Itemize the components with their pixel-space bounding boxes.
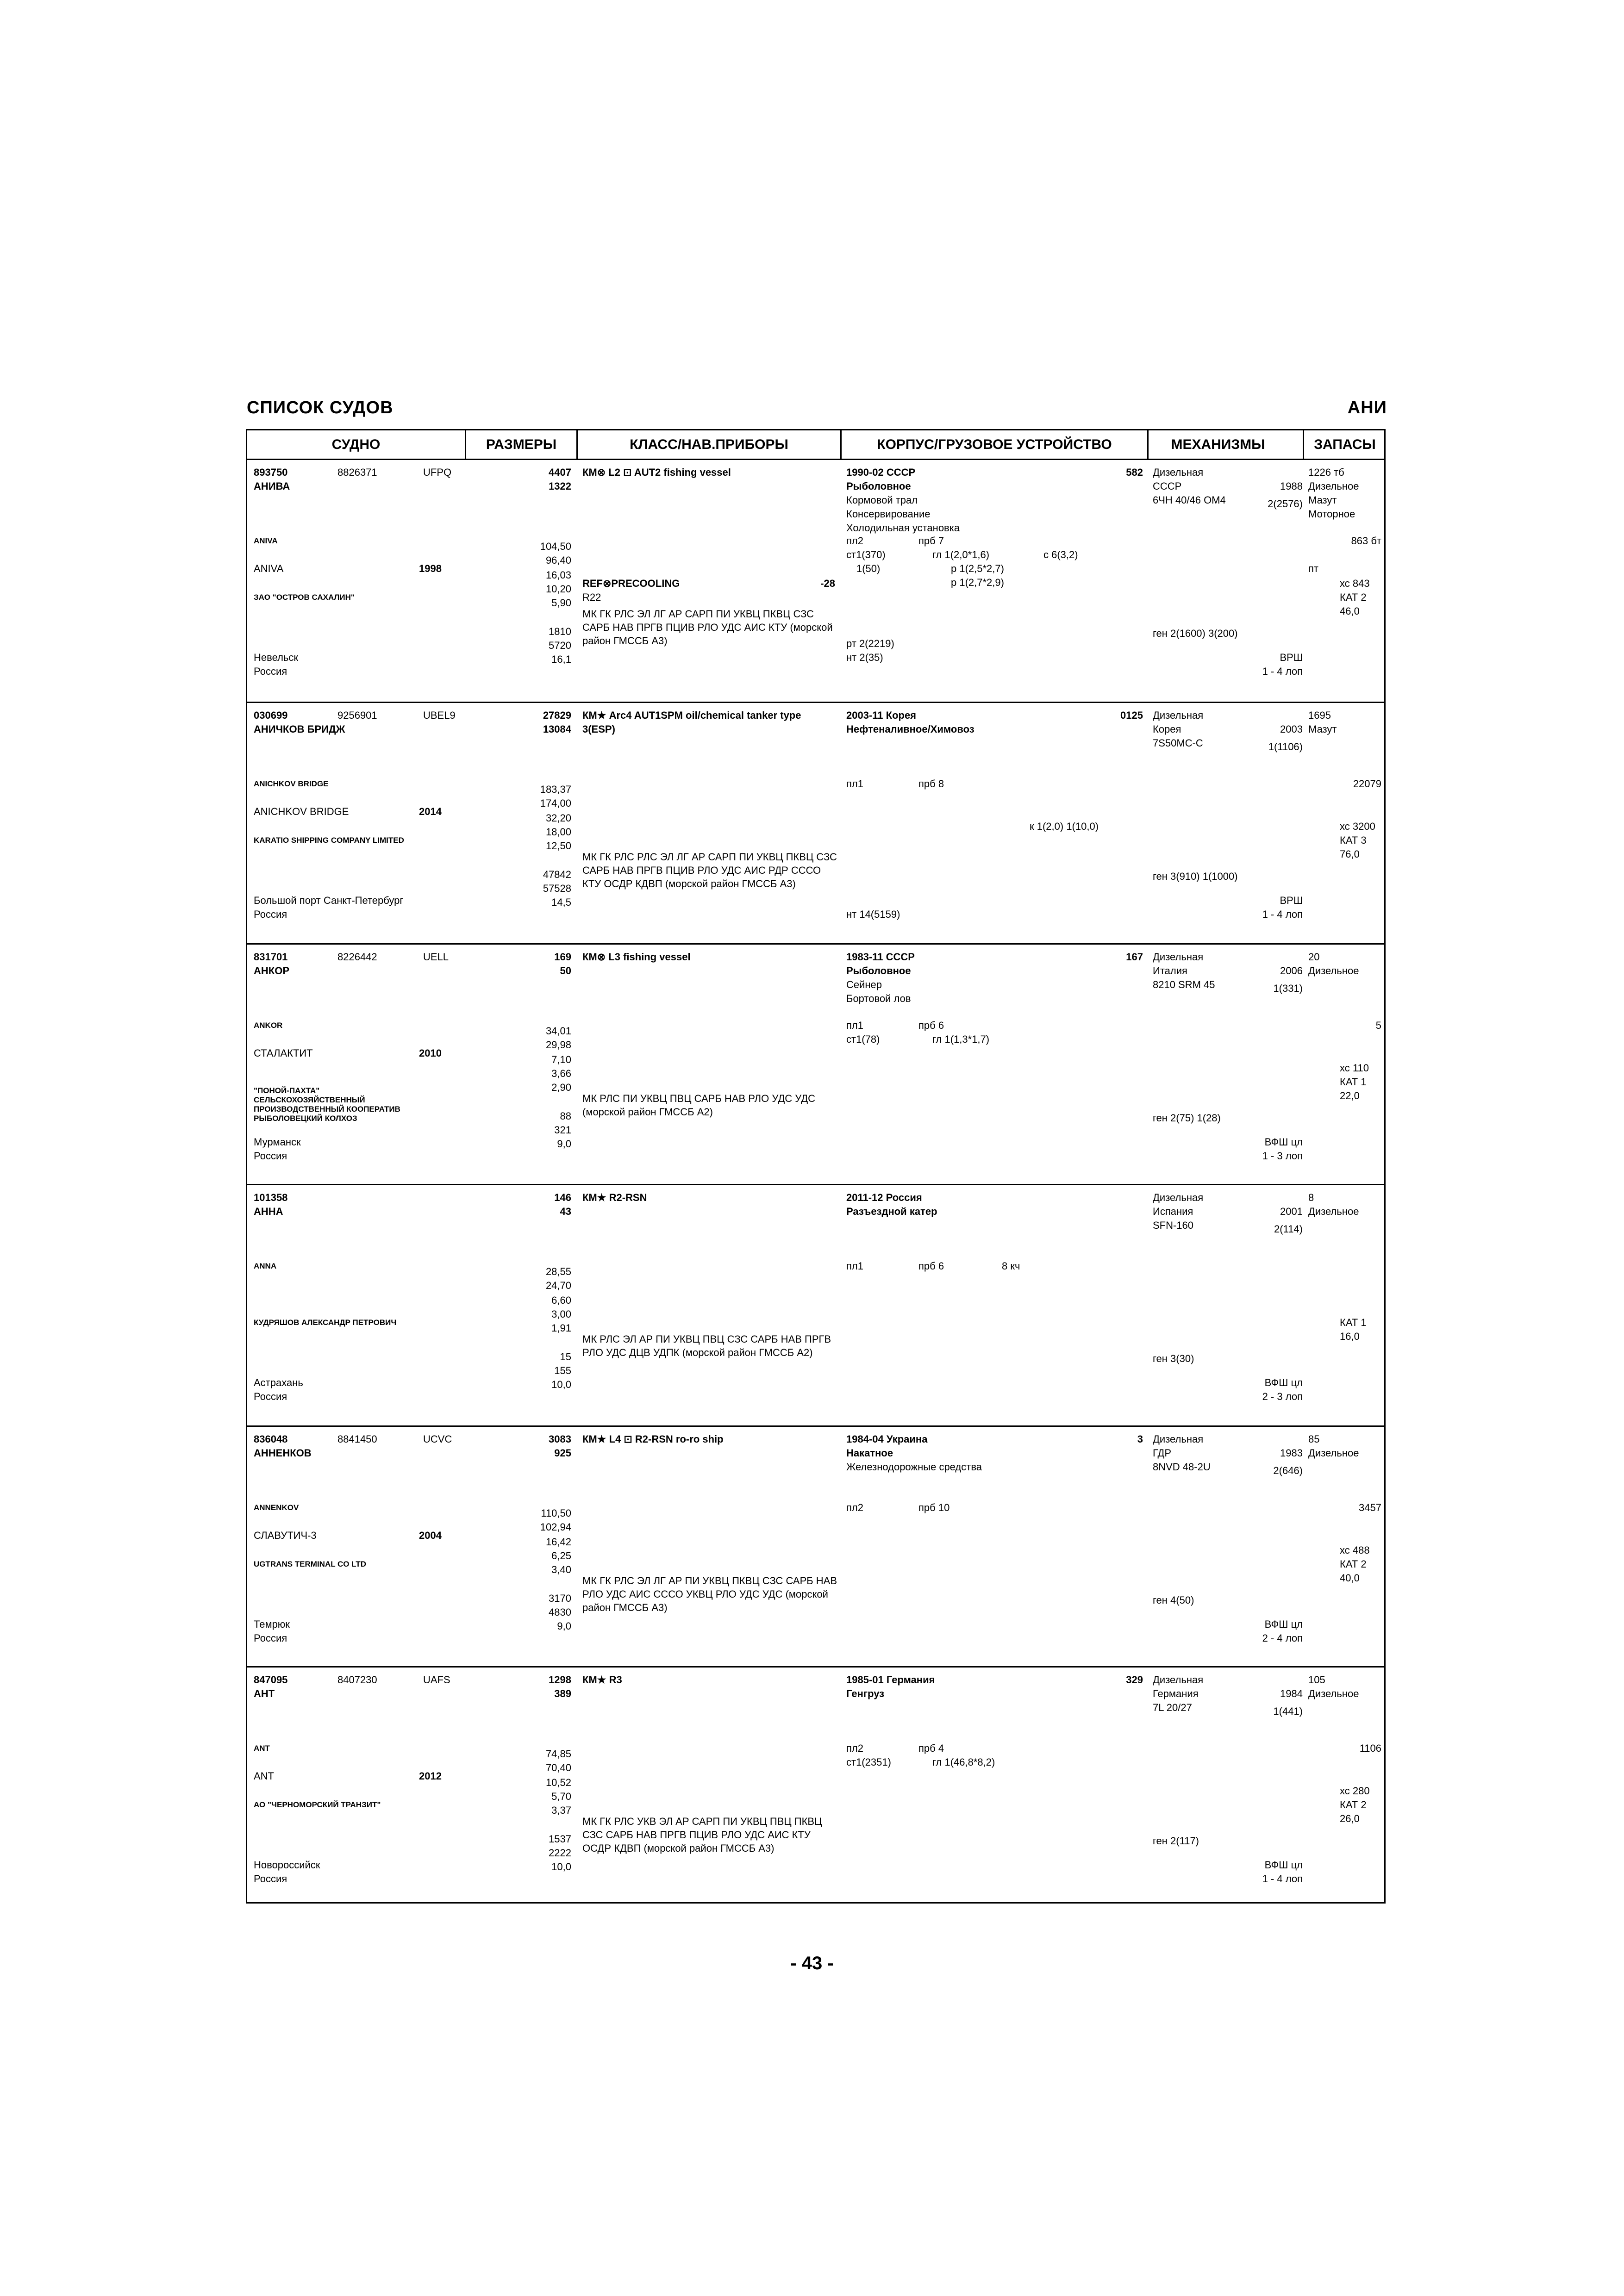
- vessel-entry: [247, 1184, 1384, 1426]
- supply-item: 1695: [1308, 709, 1331, 721]
- dimension-value: 6,60: [551, 1294, 571, 1306]
- dimension-value: 29,98: [545, 1039, 571, 1051]
- column-header-dimensions: РАЗМЕРЫ: [486, 437, 557, 452]
- vessel-entry: [247, 943, 1384, 1185]
- dimension-value: 16,1: [551, 653, 571, 665]
- dimension-value: 10,20: [545, 583, 571, 595]
- owner: ЗАО "ОСТРОВ САХАЛИН": [254, 593, 355, 602]
- engine-country: Италия: [1153, 965, 1187, 977]
- engine-model: 8NVD 48-2U: [1153, 1461, 1211, 1473]
- engine-model: 6ЧН 40/46 ОМ4: [1153, 494, 1226, 506]
- hull-bulkheads: прб 6: [918, 1260, 944, 1272]
- engine-type: Дизельная: [1153, 467, 1204, 478]
- column-header-row: [247, 430, 1384, 460]
- class-notation: КМ⊗ L3 fishing vessel: [582, 951, 691, 963]
- nav-equipment: МК ГК РЛС УКВ ЭЛ АР САРП ПИ УКВЦ ПВЦ ПКВЦ СЗС САРБ НАВ ПРГВ ПЦИВ РЛО УДС АИС КТУ ОСДР КДВП (морской район ГМССБ А3): [582, 1816, 822, 1854]
- page-title: СПИСОК СУДОВ: [247, 398, 394, 417]
- supply-item: 8: [1308, 1192, 1314, 1203]
- former-name-year: 2014: [419, 806, 442, 817]
- supply-item: 85: [1308, 1433, 1320, 1445]
- engine-year: 2001: [1280, 1206, 1303, 1217]
- nav-equipment: МК ГК РЛС ЭЛ ЛГ АР САРП ПИ УКВЦ ПКВЦ СЗС САРБ НАВ ПРГВ ПЦИВ РЛО УДС АИС КТУ (морской район ГМССБ А3): [582, 608, 833, 647]
- vessel-entry: [247, 460, 1384, 701]
- supply-category: 76,0: [1340, 848, 1360, 860]
- hull-build-number: 329: [1126, 1674, 1143, 1686]
- hull-decks: пл2: [846, 1742, 863, 1754]
- supply-category: хс 280: [1340, 1785, 1370, 1797]
- hull-build-number: 0125: [1120, 709, 1143, 721]
- hull-decks: пл1: [846, 1260, 863, 1272]
- dimension-value: 1,91: [551, 1322, 571, 1334]
- generators: ген 4(50): [1153, 1594, 1194, 1606]
- dimension-value: 10,52: [545, 1777, 571, 1788]
- hull-bulkheads: прб 8: [918, 778, 944, 790]
- dimension-value: 27829: [543, 709, 571, 721]
- dimension-value: 5,90: [551, 597, 571, 609]
- propeller-blades: 2 - 4 лоп: [1262, 1632, 1303, 1644]
- dimension-value: 925: [554, 1447, 571, 1459]
- hull-build-info: 2003-11 Корея: [846, 709, 917, 721]
- dimension-value: 47842: [543, 869, 571, 880]
- hull-feature: Консервирование: [846, 508, 931, 520]
- supply-item: Дизельное: [1308, 480, 1359, 492]
- propeller: ВРШ: [1280, 895, 1303, 906]
- vessel-name-latin: ANNA: [254, 1262, 277, 1270]
- vessel-name-latin: ANIVA: [254, 536, 278, 545]
- hull-feature: Холодильная установка: [846, 522, 960, 534]
- supply-category: КАТ 3: [1340, 834, 1367, 846]
- dimension-value: 1537: [549, 1833, 571, 1845]
- hull-feature: Кормовой трал: [846, 494, 918, 506]
- dimension-value: 146: [554, 1192, 571, 1203]
- class-notation: КМ★ Arc4 AUT1SPM oil/chemical tanker type 3(ESP): [582, 709, 801, 735]
- former-name-year: 1998: [419, 563, 442, 574]
- engine-power: 2(2576): [1268, 498, 1303, 510]
- former-name: ANT: [254, 1770, 274, 1782]
- engine-type: Дизельная: [1153, 1433, 1204, 1445]
- engine-power: 2(114): [1274, 1223, 1303, 1235]
- vessel-name: АНИЧКОВ БРИДЖ: [254, 723, 345, 735]
- vessel-name: АННА: [254, 1206, 283, 1217]
- vessel-entry: [247, 1425, 1384, 1668]
- dimension-value: 1810: [549, 626, 571, 637]
- dimension-value: 7,10: [551, 1054, 571, 1065]
- dimension-value: 9,0: [557, 1138, 571, 1150]
- ship-registry-table: [246, 429, 1386, 1904]
- nav-equipment: МК РЛС ПИ УКВЦ ПВЦ САРБ НАВ РЛО УДС УДС (морской район ГМССБ А2): [582, 1093, 816, 1118]
- registry-number: 847095: [254, 1674, 288, 1686]
- dimension-value: 6,25: [551, 1550, 571, 1562]
- call-sign: UELL: [423, 951, 449, 963]
- hull-build-number: 3: [1137, 1433, 1143, 1445]
- owner: КУДРЯШОВ АЛЕКСАНДР ПЕТРОВИЧ: [254, 1318, 397, 1327]
- registry-number: 030699: [254, 709, 288, 721]
- page-section-letters: АНИ: [1347, 398, 1387, 417]
- dimension-value: 32,20: [545, 812, 571, 824]
- dimension-value: 3,40: [551, 1564, 571, 1575]
- dimension-value: 70,40: [545, 1762, 571, 1773]
- propeller: ВФШ цл: [1264, 1859, 1303, 1871]
- supply-volume: 863 бт: [1351, 535, 1381, 547]
- dimension-value: 102,94: [540, 1521, 571, 1533]
- supply-category: хс 110: [1340, 1062, 1369, 1074]
- former-name-year: 2004: [419, 1530, 442, 1541]
- dimension-value: 28,55: [545, 1266, 571, 1277]
- supply-item: Мазут: [1308, 723, 1337, 735]
- hull-build-info: 1990-02 СССР: [846, 467, 916, 478]
- column-header-supplies: ЗАПАСЫ: [1314, 437, 1376, 452]
- hull-decks: пл1: [846, 1020, 863, 1031]
- registry-number: 831701: [254, 951, 288, 963]
- imo-number: 9256901: [337, 709, 377, 721]
- hull-build-number: 167: [1126, 951, 1143, 963]
- dimension-value: 16,42: [545, 1536, 571, 1548]
- supply-category: КАТ 2: [1340, 591, 1367, 603]
- dimension-value: 57528: [543, 883, 571, 894]
- vessel-entry: [247, 702, 1384, 944]
- propeller-blades: 1 - 3 лоп: [1262, 1150, 1303, 1162]
- class-notation: КМ★ L4 ⊡ R2-RSN ro-ro ship: [582, 1433, 724, 1445]
- engine-model: 7S50MC-C: [1153, 737, 1203, 749]
- class-notation: КМ⊗ L2 ⊡ AUT2 fishing vessel: [582, 467, 731, 478]
- dimension-value: 34,01: [545, 1025, 571, 1037]
- engine-country: Германия: [1153, 1688, 1199, 1699]
- port-of-registry: Новороссийск: [254, 1859, 320, 1871]
- hull-hatch-row: с 6(3,2): [1043, 549, 1078, 560]
- engine-model: 7L 20/27: [1153, 1702, 1192, 1713]
- vessel-entry: [247, 1666, 1384, 1908]
- dimension-value: 18,00: [545, 826, 571, 838]
- dimension-value: 3,66: [551, 1068, 571, 1079]
- engine-year: 1984: [1280, 1688, 1303, 1699]
- propeller: ВРШ: [1280, 652, 1303, 663]
- vessel-name-latin: ANT: [254, 1744, 270, 1753]
- engine-type: Дизельная: [1153, 951, 1204, 963]
- dimension-value: 3,37: [551, 1804, 571, 1816]
- hull-cargo-row: 1(50): [856, 563, 881, 574]
- nav-equipment: МК ГК РЛС ЭЛ ЛГ АР ПИ УКВЦ ПКВЦ СЗС САРБ НАВ РЛО УДС АИС СССО УКВЦ РЛО УДС УДС (морской район ГМССБ А3): [582, 1575, 837, 1613]
- hull-bulkheads: прб 7: [918, 535, 944, 547]
- former-name-year: 2010: [419, 1047, 442, 1059]
- hull-hatch-row: гл 1(2,0*1,6): [932, 549, 990, 560]
- call-sign: UAFS: [423, 1674, 450, 1686]
- propeller-blades: 2 - 3 лоп: [1262, 1391, 1303, 1402]
- dimension-value: 12,50: [545, 840, 571, 852]
- dimension-value: 10,0: [551, 1379, 571, 1390]
- dimension-value: 2222: [549, 1847, 571, 1859]
- port-of-registry: Темрюк: [254, 1618, 290, 1630]
- engine-power: 2(646): [1273, 1465, 1303, 1476]
- owner: АО "ЧЕРНОМОРСКИЙ ТРАНЗИТ": [254, 1800, 381, 1809]
- page-number: - 43 -: [790, 1953, 834, 1973]
- hull-decks: пл2: [846, 535, 863, 547]
- hull-hatch-row: р 1(2,5*2,7): [951, 563, 1004, 574]
- port-of-registry: Мурманск: [254, 1136, 301, 1148]
- former-name: ANICHKOV BRIDGE: [254, 806, 349, 817]
- former-name: СЛАВУТИЧ-3: [254, 1530, 317, 1541]
- supply-volume: 1106: [1359, 1742, 1381, 1754]
- owner-line: "ПОНОЙ-ПАХТА": [254, 1086, 320, 1095]
- hull-feature: Сейнер: [846, 979, 882, 990]
- call-sign: UBEL9: [423, 709, 456, 721]
- vessel-type: Нефтеналивное/Химовоз: [846, 723, 974, 735]
- flag-country: Россия: [254, 1632, 287, 1644]
- hull-crane: к 1(2,0) 1(10,0): [1030, 821, 1099, 832]
- call-sign: UFPQ: [423, 467, 452, 478]
- generators: ген 3(910) 1(1000): [1153, 871, 1238, 882]
- supply-item: Дизельное: [1308, 965, 1359, 977]
- dimension-value: 13084: [543, 723, 571, 735]
- supply-item: Дизельное: [1308, 1447, 1359, 1459]
- engine-country: Корея: [1153, 723, 1181, 735]
- class-notation: КМ★ R2-RSN: [582, 1192, 647, 1203]
- dimension-value: 110,50: [541, 1507, 571, 1519]
- engine-country: ГДР: [1153, 1447, 1172, 1459]
- vessel-name-latin: ANICHKOV BRIDGE: [254, 779, 329, 788]
- engine-power: 1(441): [1273, 1705, 1303, 1717]
- propeller-blades: 1 - 4 лоп: [1262, 1873, 1303, 1885]
- column-header-machinery: МЕХАНИЗМЫ: [1171, 437, 1265, 452]
- hull-hatch-row: гл 1(46,8*8,2): [932, 1756, 995, 1768]
- propeller-blades: 1 - 4 лоп: [1262, 666, 1303, 677]
- supply-item: Дизельное: [1308, 1688, 1359, 1699]
- supply-category: 22,0: [1340, 1090, 1360, 1101]
- generators: ген 3(30): [1153, 1353, 1194, 1364]
- column-header-hull: КОРПУС/ГРУЗОВОЕ УСТРОЙСТВО: [877, 437, 1112, 452]
- vessel-name: АНИВА: [254, 480, 290, 492]
- engine-model: SFN-160: [1153, 1220, 1194, 1231]
- nav-equipment: МК РЛС ЭЛ АР ПИ УКВЦ ПВЦ СЗС САРБ НАВ ПРГВ РЛО УДС ДЦВ УДПК (морской район ГМССБ А2): [582, 1333, 831, 1358]
- hull-bulkheads: прб 6: [918, 1020, 944, 1031]
- vessel-type: Рыболовное: [846, 480, 911, 492]
- class-notation: КМ★ R3: [582, 1674, 622, 1686]
- propeller: ВФШ цл: [1264, 1377, 1303, 1388]
- supply-volume: 22079: [1353, 778, 1381, 790]
- tank-capacity: нт 14(5159): [846, 908, 900, 920]
- propeller: ВФШ цл: [1264, 1136, 1303, 1148]
- supply-category: хс 843: [1340, 578, 1370, 589]
- dimension-value: 16,03: [545, 569, 571, 581]
- flag-country: Россия: [254, 666, 287, 677]
- vessel-name: АНТ: [254, 1688, 275, 1699]
- supply-category: хс 488: [1340, 1544, 1370, 1556]
- supply-volume: 5: [1375, 1020, 1381, 1031]
- hull-build-info: 2011-12 Россия: [846, 1192, 922, 1203]
- class-extra: REF⊗PRECOOLING: [582, 578, 680, 589]
- vessel-name-latin: ANKOR: [254, 1021, 283, 1030]
- imo-number: 8826371: [337, 467, 377, 478]
- dimension-value: 15: [560, 1351, 571, 1363]
- supply-category: КАТ 2: [1340, 1558, 1367, 1570]
- owner-line: СЕЛЬСКОХОЗЯЙСТВЕННЫЙ: [254, 1095, 365, 1104]
- dimension-value: 5,70: [551, 1791, 571, 1802]
- column-header-class: КЛАСС/НАВ.ПРИБОРЫ: [630, 437, 788, 452]
- supply-category: КАТ 1: [1340, 1076, 1367, 1088]
- class-extra-refrigerant: R22: [582, 591, 601, 603]
- former-name: ANIVA: [254, 563, 284, 574]
- generators: ген 2(1600) 3(200): [1153, 628, 1238, 639]
- hull-build-info: 1985-01 Германия: [846, 1674, 935, 1686]
- hull-cargo-row: ст1(370): [846, 549, 886, 560]
- supply-category: 46,0: [1340, 605, 1360, 617]
- flag-country: Россия: [254, 1873, 287, 1885]
- engine-model: 8210 SRM 45: [1153, 979, 1215, 990]
- propeller: ВФШ цл: [1264, 1618, 1303, 1630]
- hull-decks: пл2: [846, 1502, 863, 1513]
- registry-number: 893750: [254, 467, 288, 478]
- hull-hatch-row: гл 1(1,3*1,7): [932, 1033, 990, 1045]
- dimension-value: 88: [560, 1110, 571, 1122]
- flag-country: Россия: [254, 1150, 287, 1162]
- flag-country: Россия: [254, 908, 287, 920]
- dimension-value: 174,00: [540, 797, 571, 809]
- engine-power: 1(1106): [1268, 741, 1303, 753]
- dimension-value: 4830: [549, 1606, 571, 1618]
- port-of-registry: Невельск: [254, 652, 298, 663]
- hull-bulkheads: прб 4: [918, 1742, 944, 1754]
- former-name-year: 2012: [419, 1770, 442, 1782]
- engine-power: 1(331): [1273, 983, 1303, 994]
- owner-line: РЫБОЛОВЕЦКИЙ КОЛХОЗ: [254, 1114, 357, 1123]
- hull-build-info: 1984-04 Украина: [846, 1433, 928, 1445]
- vessel-type: Накатное: [846, 1447, 893, 1459]
- owner: UGTRANS TERMINAL CO LTD: [254, 1560, 367, 1568]
- vessel-name-latin: ANNENKOV: [254, 1503, 299, 1512]
- dimension-value: 43: [560, 1206, 571, 1217]
- supply-item: Мазут: [1308, 494, 1337, 506]
- hull-cargo-row: ст1(2351): [846, 1756, 891, 1768]
- class-extra-value: -28: [820, 578, 835, 589]
- dimension-value: 155: [554, 1365, 571, 1376]
- dimension-value: 321: [554, 1124, 571, 1136]
- supply-category: КАТ 1: [1340, 1317, 1367, 1328]
- dimension-value: 96,40: [545, 554, 571, 566]
- tank-capacity: нт 2(35): [846, 652, 883, 663]
- generators: ген 2(75) 1(28): [1153, 1112, 1221, 1124]
- engine-year: 2006: [1280, 965, 1303, 977]
- hull-decks: пл1: [846, 778, 863, 790]
- hull-feature: Железнодорожные средства: [846, 1461, 982, 1473]
- dimension-value: 5720: [549, 640, 571, 651]
- port-of-registry: Большой порт Санкт-Петербург: [254, 895, 404, 906]
- vessel-type: Рыболовное: [846, 965, 911, 977]
- vessel-type: Генгруз: [846, 1688, 885, 1699]
- owner-line: ПРОИЗВОДСТВЕННЫЙ КООПЕРАТИВ: [254, 1105, 400, 1114]
- dimension-value: 4407: [549, 467, 571, 478]
- column-header-vessel: СУДНО: [331, 437, 381, 452]
- dimension-value: 104,50: [540, 541, 571, 552]
- registry-number: 101358: [254, 1192, 288, 1203]
- dimension-value: 169: [554, 951, 571, 963]
- dimension-value: 3170: [549, 1593, 571, 1604]
- hull-extra: 8 кч: [1002, 1260, 1020, 1272]
- supply-tank: пт: [1308, 563, 1318, 574]
- dimension-value: 1298: [549, 1674, 571, 1686]
- dimension-value: 3083: [549, 1433, 571, 1445]
- engine-year: 2003: [1280, 723, 1303, 735]
- vessel-type: Разъездной катер: [846, 1206, 937, 1217]
- hull-build-info: 1983-11 СССР: [846, 951, 915, 963]
- dimension-value: 389: [554, 1688, 571, 1699]
- hull-build-number: 582: [1126, 467, 1143, 478]
- supply-item: 105: [1308, 1674, 1325, 1686]
- dimension-value: 1322: [549, 480, 571, 492]
- dimension-value: 10,0: [551, 1861, 571, 1873]
- engine-type: Дизельная: [1153, 1192, 1204, 1203]
- port-of-registry: Астрахань: [254, 1377, 303, 1388]
- generators: ген 2(117): [1153, 1835, 1199, 1847]
- engine-type: Дизельная: [1153, 1674, 1204, 1686]
- hull-feature: Бортовой лов: [846, 993, 911, 1004]
- call-sign: UCVC: [423, 1433, 452, 1445]
- dimension-value: 9,0: [557, 1620, 571, 1632]
- former-name: СТАЛАКТИТ: [254, 1047, 313, 1059]
- imo-number: 8407230: [337, 1674, 377, 1686]
- imo-number: 8226442: [337, 951, 377, 963]
- dimension-value: 2,90: [551, 1082, 571, 1093]
- engine-country: Испания: [1153, 1206, 1193, 1217]
- engine-type: Дизельная: [1153, 709, 1204, 721]
- supply-item: Дизельное: [1308, 1206, 1359, 1217]
- supply-volume: 3457: [1359, 1502, 1381, 1513]
- dimension-value: 183,37: [540, 784, 571, 795]
- engine-country: СССР: [1153, 480, 1182, 492]
- flag-country: Россия: [254, 1391, 287, 1402]
- supply-item: 20: [1308, 951, 1320, 963]
- dimension-value: 24,70: [545, 1280, 571, 1291]
- supply-category: 16,0: [1340, 1331, 1360, 1342]
- registry-number: 836048: [254, 1433, 288, 1445]
- supply-category: хс 3200: [1340, 821, 1375, 832]
- dimension-value: 14,5: [551, 896, 571, 908]
- nav-equipment: МК ГК РЛС РЛС ЭЛ ЛГ АР САРП ПИ УКВЦ ПКВЦ СЗС САРБ НАВ ПРГВ ПЦИВ РЛО УДС АИС РДР СССО КТУ ОСДР КДВП (морской район ГМССБ А3): [582, 851, 837, 890]
- engine-year: 1988: [1280, 480, 1303, 492]
- supply-category: 26,0: [1340, 1813, 1360, 1824]
- hull-bulkheads: прб 10: [918, 1502, 950, 1513]
- imo-number: 8841450: [337, 1433, 377, 1445]
- supply-item: Моторное: [1308, 508, 1355, 520]
- dimension-value: 3,00: [551, 1308, 571, 1320]
- engine-year: 1983: [1280, 1447, 1303, 1459]
- propeller-blades: 1 - 4 лоп: [1262, 908, 1303, 920]
- vessel-name: АННЕНКОВ: [254, 1447, 312, 1459]
- hull-hatch-row: р 1(2,7*2,9): [951, 577, 1004, 588]
- supply-item: 1226 тб: [1308, 467, 1344, 478]
- dimension-value: 74,85: [545, 1748, 571, 1760]
- dimension-value: 50: [560, 965, 571, 977]
- supply-category: КАТ 2: [1340, 1799, 1367, 1811]
- owner: KARATIO SHIPPING COMPANY LIMITED: [254, 836, 404, 845]
- hull-cargo-row: ст1(78): [846, 1033, 880, 1045]
- tank-capacity: рт 2(2219): [846, 638, 894, 649]
- supply-category: 40,0: [1340, 1572, 1360, 1584]
- vessel-name: АНКОР: [254, 965, 289, 977]
